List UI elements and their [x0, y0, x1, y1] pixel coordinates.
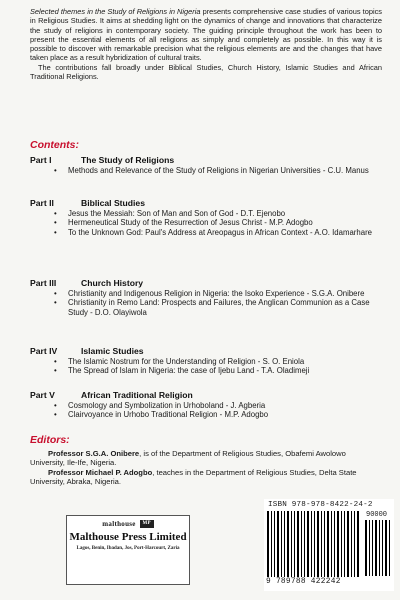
price-code: 90000	[366, 511, 388, 519]
list-item: • Jesus the Messiah: Son of Man and Son of God - D.T. Ejenobo	[54, 209, 380, 218]
editors-heading: Editors:	[30, 434, 70, 446]
list-item: • To the Unknown God: Paul's Address at Areopagus in African Context - A.O. Idamarhare	[54, 228, 380, 237]
part-5	[30, 390, 380, 420]
editor-name: Professor Michael P. Adogbo	[48, 467, 153, 477]
blurb-paragraph-1	[30, 7, 382, 63]
part-title: Islamic Studies	[81, 346, 144, 356]
publisher-cities: Lagos, Benin, Ibadan, Jos, Port-Harcourt, Zaria	[76, 546, 180, 551]
part-items	[30, 209, 380, 237]
list-item: • Christianity and Indigenous Religion in Nigeria: the Isoko Experience - S.G.A. Onibere	[54, 289, 380, 298]
cover-blurb	[30, 7, 382, 81]
editor-entry	[30, 449, 382, 468]
part-items	[30, 401, 380, 420]
list-item: • Methods and Relevance of the Study of Religions in Nigerian Universities - C.U. Manus	[54, 166, 380, 175]
publisher-brand-text: malthouse	[102, 520, 136, 528]
part-heading	[30, 198, 380, 209]
part-number: Part IV	[30, 346, 58, 356]
part-title: Church History	[81, 278, 144, 288]
barcode-addon-bars	[364, 520, 392, 576]
blurb-text: presents comprehensive case studies of various topics in Religious Studies. It aims at shedding light on the dynamics of change and innovations that characterize the study of religions in contemporary society. The guiding principle throughout the work has been to present the essential elements of all religions as simply and completely as possible. In this way it is possible to discover with remarkable precision what the religious elements are and the changes that have taken place as a result hybridization of cultural traits.	[30, 7, 382, 63]
part-2	[30, 198, 380, 237]
part-items	[30, 289, 380, 317]
part-items	[30, 166, 380, 175]
part-number: Part V	[30, 390, 55, 400]
barcode	[264, 499, 394, 591]
part-3	[30, 278, 380, 317]
part-heading	[30, 390, 380, 401]
list-item: • Hermeneutical Study of the Resurrection of Jesus Christ - M.P. Adogbo	[54, 218, 380, 227]
part-number: Part II	[30, 198, 54, 208]
editors-list	[30, 449, 382, 487]
part-number: Part I	[30, 155, 52, 165]
editor-affiliation: , teaches in the Department of Religious Studies, Delta State University, Abraka, Nigeria.	[30, 467, 357, 487]
blurb-paragraph-2: The contributions fall broadly under Biblical Studies, Church History, Islamic Studies and African Traditional Religions.	[30, 62, 382, 82]
publisher-brand	[67, 520, 189, 528]
list-item: • Clairvoyance in Urhobo Traditional Religion - M.P. Adogbo	[54, 410, 380, 419]
isbn-text: ISBN 978-978-8422-24-2	[268, 501, 373, 509]
editor-affiliation: , is of the Department of Religious Studies, Obafemi Awolowo University, Ile-Ife, Nigeria.	[30, 449, 346, 468]
part-title: Biblical Studies	[81, 198, 145, 208]
part-items	[30, 357, 380, 376]
part-heading	[30, 155, 380, 166]
part-1	[30, 155, 380, 175]
list-item: • Christianity in Remo Land: Prospects and Failures, the Anglican Communion as a Case Study - D.O. Olayiwola	[54, 298, 380, 317]
publisher-name: Malthouse Press Limited	[69, 531, 187, 543]
editor-name: Professor S.G.A. Onibere	[48, 449, 140, 458]
part-title: The Study of Religions	[81, 155, 175, 165]
part-heading	[30, 346, 380, 357]
part-number: Part III	[30, 278, 57, 288]
barcode-bars	[266, 511, 360, 577]
book-title-italic: Selected themes in the Study of Religions in Nigeria	[30, 7, 201, 16]
ean-digits: 9 789788 422242	[266, 578, 341, 586]
part-title: African Traditional Religion	[81, 390, 193, 400]
list-item: • The Islamic Nostrum for the Understanding of Religion - S. O. Eniola	[54, 357, 380, 366]
part-heading	[30, 278, 380, 289]
editor-entry	[30, 468, 382, 487]
publisher-logo-icon: MP	[140, 520, 154, 528]
list-item: • Cosmology and Symbolization in Urhoboland - J. Agberia	[54, 401, 380, 410]
contents-heading: Contents:	[30, 139, 79, 151]
list-item: • The Spread of Islam in Nigeria: the case of Ijebu Land - T.A. Oladimeji	[54, 366, 380, 375]
part-4	[30, 346, 380, 376]
publisher-logo-box	[66, 515, 190, 585]
